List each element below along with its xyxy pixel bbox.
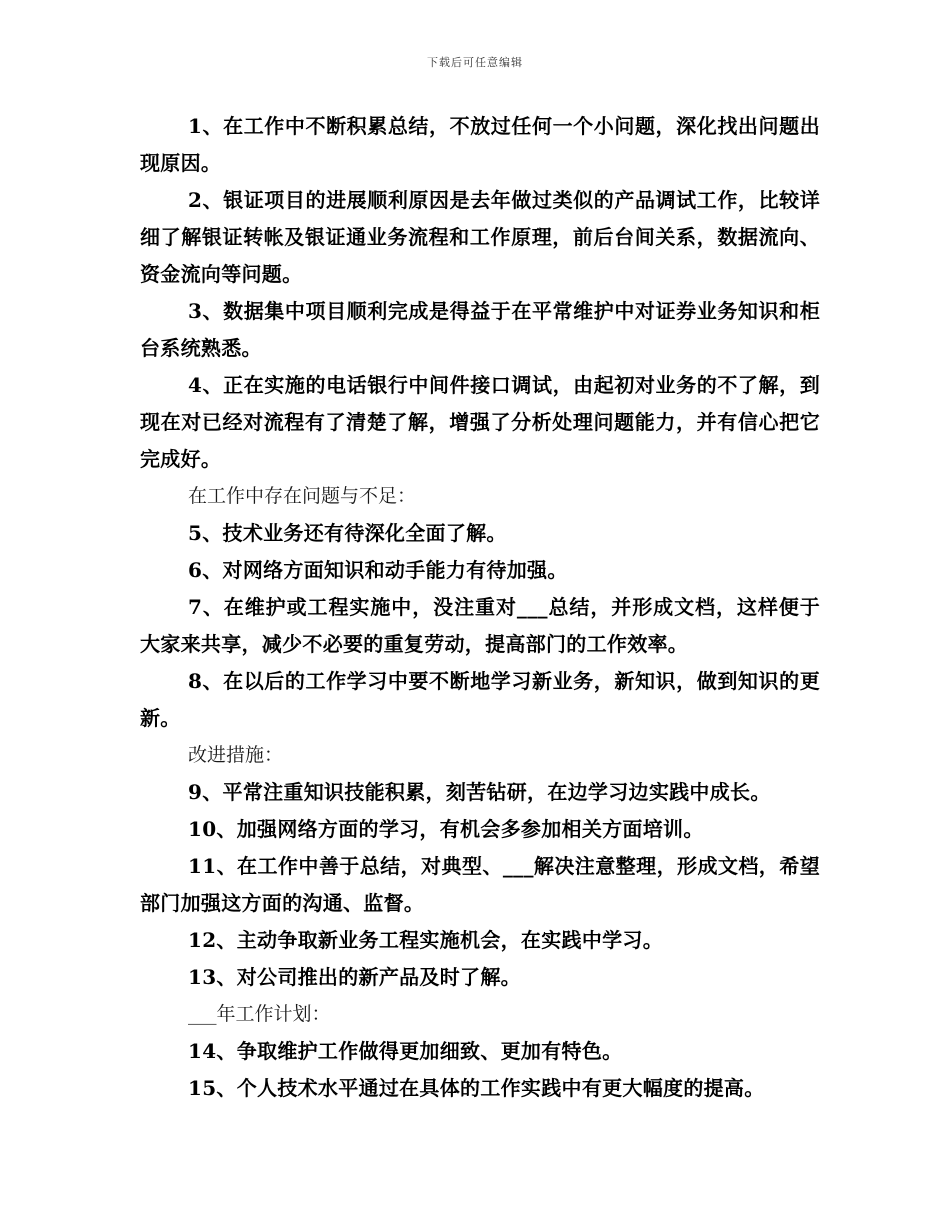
paragraph-13: 13、对公司推出的新产品及时了解。: [188, 965, 521, 989]
paragraph-3: 3、数据集中项目顺利完成是得益于在平常维护中对证券业务知识和柜台系统熟悉。: [140, 299, 820, 360]
paragraph-11: 11、在工作中善于总结，对典型、___解决注意整理，形成文档，希望部门加强这方面的沟通、监督。: [140, 854, 820, 915]
paragraph-5: 5、技术业务还有待深化全面了解。: [188, 521, 507, 545]
paragraph-12: 12、主动争取新业务工程实施机会，在实践中学习。: [188, 928, 664, 952]
paragraph-4: 4、正在实施的电话银行中间件接口调试，由起初对业务的不了解，到现在对已经对流程有了清楚了解，增强了分析处理问题能力，并有信心把它完成好。: [140, 373, 820, 471]
paragraph-1: 1、在工作中不断积累总结，不放过任何一个小问题，深化找出问题出现原因。: [140, 114, 820, 175]
paragraph-10: 10、加强网络方面的学习，有机会多参加相关方面培训。: [188, 817, 704, 841]
paragraph-8: 8、在以后的工作学习中要不断地学习新业务，新知识，做到知识的更新。: [140, 669, 820, 730]
paragraph-7: 7、在维护或工程实施中，没注重对___总结，并形成文档，这样便于大家来共享，减少不必要的重复劳动，提高部门的工作效率。: [140, 595, 820, 656]
section-heading-problems: 在工作中存在问题与不足：: [188, 485, 417, 507]
paragraph-2: 2、银证项目的进展顺利原因是去年做过类似的产品调试工作，比较详细了解银证转帐及银证通业务流程和工作原理，前后台间关系，数据流向、资金流向等问题。: [140, 188, 820, 286]
paragraph-6: 6、对网络方面知识和动手能力有待加强。: [188, 558, 568, 582]
page-header-note: 下载后可任意编辑: [427, 56, 523, 69]
document-body: [140, 108, 820, 1107]
section-heading-plan: ___年工作计划：: [188, 1003, 331, 1025]
paragraph-9: 9、平常注重知识技能积累，刻苦钻研，在边学习边实践中成长。: [188, 780, 771, 804]
paragraph-15: 15、个人技术水平通过在具体的工作实践中有更大幅度的提高。: [188, 1076, 765, 1100]
section-heading-improvements: 改进措施：: [188, 744, 284, 766]
paragraph-14: 14、争取维护工作做得更加细致、更加有特色。: [188, 1039, 623, 1063]
